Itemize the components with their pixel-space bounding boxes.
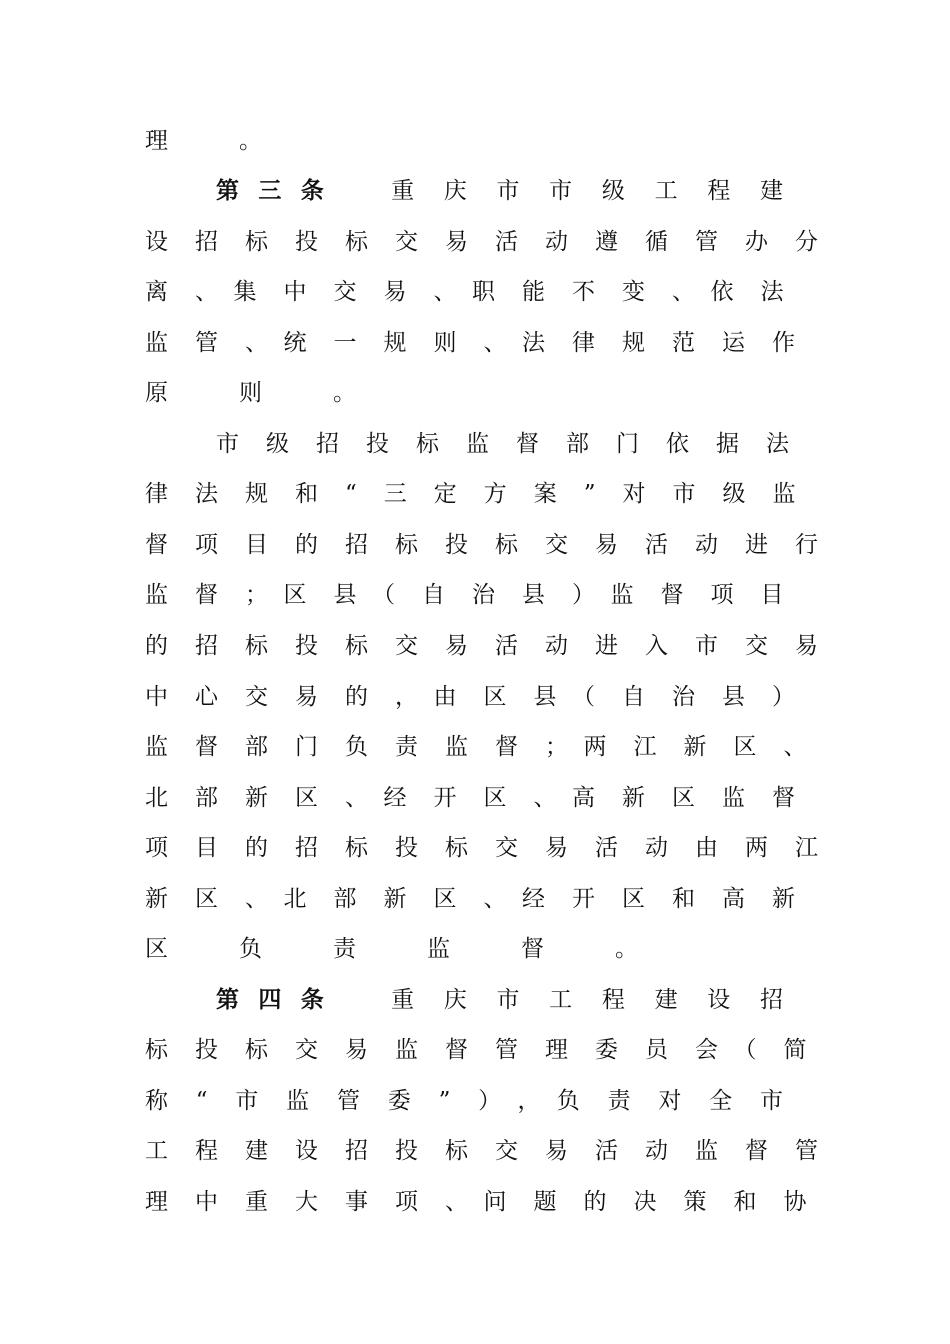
article-4-heading: 第四条 xyxy=(216,987,344,1013)
text-line: 称 “ 市 监 管 委 ” ） ， 负 责 对 全 市 xyxy=(145,1088,785,1114)
text-line: 离 、 集 中 交 易 、 职 能 不 变 、 依 法 xyxy=(145,279,786,305)
text-line: 重 庆 市 市 级 工 程 建 xyxy=(391,178,786,204)
text-line: 北 部 新 区 、 经 开 区 、 高 新 区 监 督 xyxy=(145,785,797,811)
text-line: 市 级 招 投 标 监 督 部 门 依 据 法 xyxy=(216,431,791,457)
text-line: 理 。 xyxy=(145,128,286,154)
text-line: 区 负 责 监 督 。 xyxy=(145,936,662,962)
text-line: 理 中 重 大 事 项 、 问 题 的 决 策 和 协 xyxy=(145,1189,809,1215)
text-line: 项 目 的 招 标 投 标 交 易 活 动 由 两 江 xyxy=(145,835,820,861)
text-line: 工 程 建 设 招 投 标 交 易 活 动 监 督 管 xyxy=(145,1138,820,1164)
text-line: 的 招 标 投 标 交 易 活 动 进 入 市 交 易 xyxy=(145,633,820,659)
article-3-line xyxy=(216,171,785,211)
text-line: 督 项 目 的 招 标 投 标 交 易 活 动 进 行 xyxy=(145,532,820,558)
text-line: 律 法 规 和 “ 三 定 方 案 ” 对 市 级 监 xyxy=(145,481,798,507)
text-line: 设 招 标 投 标 交 易 活 动 遵 循 管 办 分 xyxy=(145,229,820,255)
article-4-line xyxy=(216,980,785,1020)
article-3-heading: 第三条 xyxy=(216,178,344,204)
text-line: 监 督 部 门 负 责 监 督 ； 两 江 新 区 、 xyxy=(145,734,809,760)
text-line: 新 区 、 北 部 新 区 、 经 开 区 和 高 新 xyxy=(145,886,797,912)
text-line: 原 则 。 xyxy=(145,380,380,406)
text-line: 重 庆 市 工 程 建 设 招 xyxy=(391,987,786,1013)
text-line: 中 心 交 易 的 ， 由 区 县 （ 自 治 县 ） xyxy=(145,684,797,710)
text-line: 监 督 ； 区 县 （ 自 治 县 ） 监 督 项 目 xyxy=(145,582,786,608)
text-line: 监 管 、 统 一 规 则 、 法 律 规 范 运 作 xyxy=(145,330,797,356)
text-line: 标 投 标 交 易 监 督 管 理 委 员 会 （ 简 xyxy=(145,1037,809,1063)
